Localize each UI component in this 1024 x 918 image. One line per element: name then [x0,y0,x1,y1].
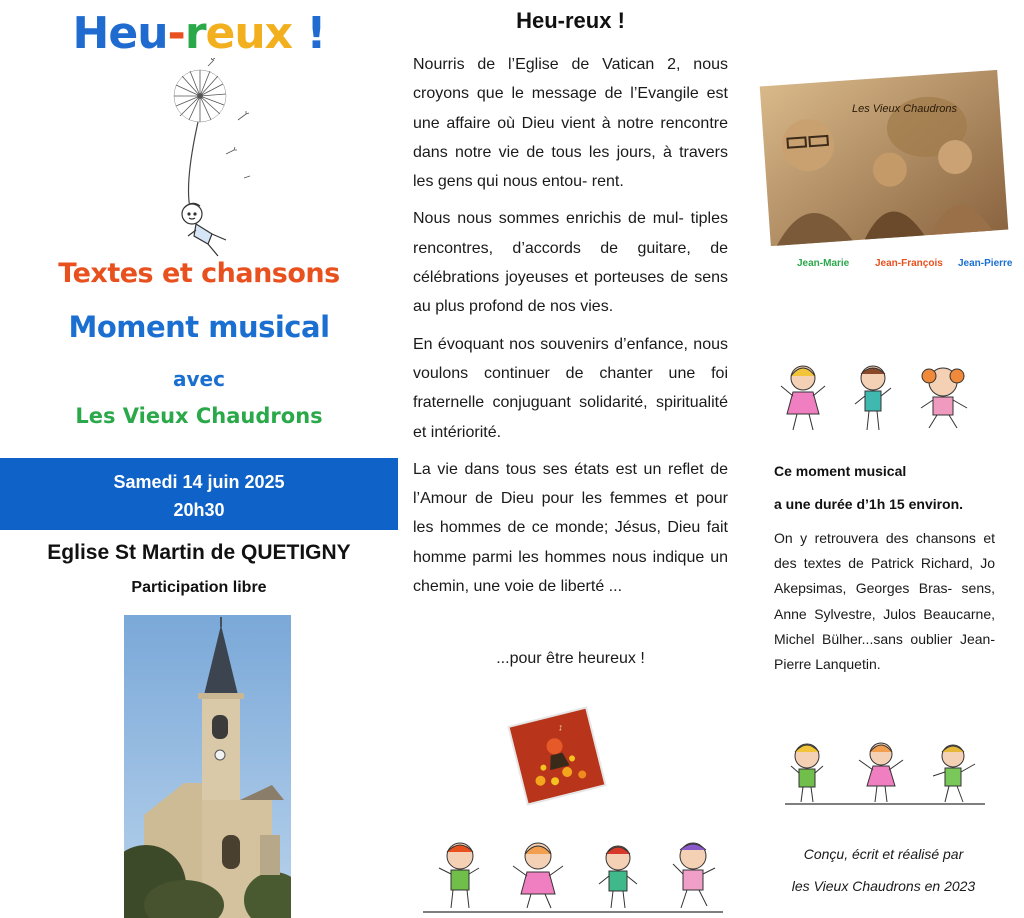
band-photo-sepia [759,70,1009,246]
subtitle-avec: avec [173,367,225,391]
church-name: Eglise St Martin de QUETIGNY [47,541,351,564]
title-part: eux [205,8,293,59]
band-photo-label: Les Vieux Chaudrons [852,103,957,115]
date-banner [0,458,398,530]
main-title [0,8,398,59]
credit-line: les Vieux Chaudrons en 2023 [791,878,976,894]
participation-label: Participation libre [131,579,267,596]
album-cover-art [505,706,609,806]
middle-body [413,50,728,609]
paragraph: La vie dans tous ses états est un reflet de l’Amour de Dieu pour les femmes et pour les hommes de ce monde; Jésus, Dieu fait homme parmi les hommes nous indique un chemin, une voie de liberté ... [413,460,728,596]
title-part: r [184,8,206,59]
subtitle-textes: Textes et chansons [58,258,340,289]
songwriters-text: On y retrouvera des chansons et des textes de Patrick Richard, Jo Akepsimas, Georges Bras- sens, Anne Sylvestre, Julos Beaucarne, Michel Bülher...sans oublier Jean-Pierre Lanquetin. [774,530,995,673]
event-time: 20h30 [173,500,225,520]
title-part: ! [292,8,326,59]
dandelion-boy-illustration [160,58,270,263]
member-name: Jean-Pierre [958,258,1013,269]
middle-panel [398,0,743,918]
cartoon-children-illustration [773,360,983,435]
duration-heading: Ce moment musical [774,463,907,479]
subtitle-band: Les Vieux Chaudrons [75,404,323,428]
subtitle-moment: Moment musical [68,310,330,344]
cartoon-children-illustration [785,740,985,808]
title-part: Heu [72,8,168,59]
member-name: Jean-Marie [797,258,850,269]
church-photo [124,615,291,918]
svg-text:♪: ♪ [557,723,564,733]
title-part: - [167,8,185,59]
credit-line: Conçu, écrit et réalisé par [803,846,964,862]
paragraph: Nous nous sommes enrichis de mul- tiples rencontres, d’accords de guitare, de célébrations joyeuses et porteuses de sens au plus profond de nos vies. [413,210,728,316]
paragraph: Nourris de l’Eglise de Vatican 2, nous croyons que le message de l’Evangile est une affaire où Dieu vient à notre rencontre dans notre vie de tous les jours, à travers les gens qui nous entou- rent. [413,56,728,191]
left-panel [0,0,398,918]
member-name: Jean-François [875,258,943,269]
cartoon-children-illustration [423,838,723,916]
middle-title: Heu-reux ! [516,8,625,33]
event-date: Samedi 14 juin 2025 [113,472,285,492]
closing-line: ...pour être heureux ! [496,650,645,667]
paragraph: En évoquant nos souvenirs d’enfance, nous voulons continuer de chanter une foi fraternelle conjuguant solidarité, spiritualité et intériorité. [413,335,728,441]
right-panel [743,0,1024,918]
duration-text: a une durée d’1h 15 environ. [774,496,964,512]
